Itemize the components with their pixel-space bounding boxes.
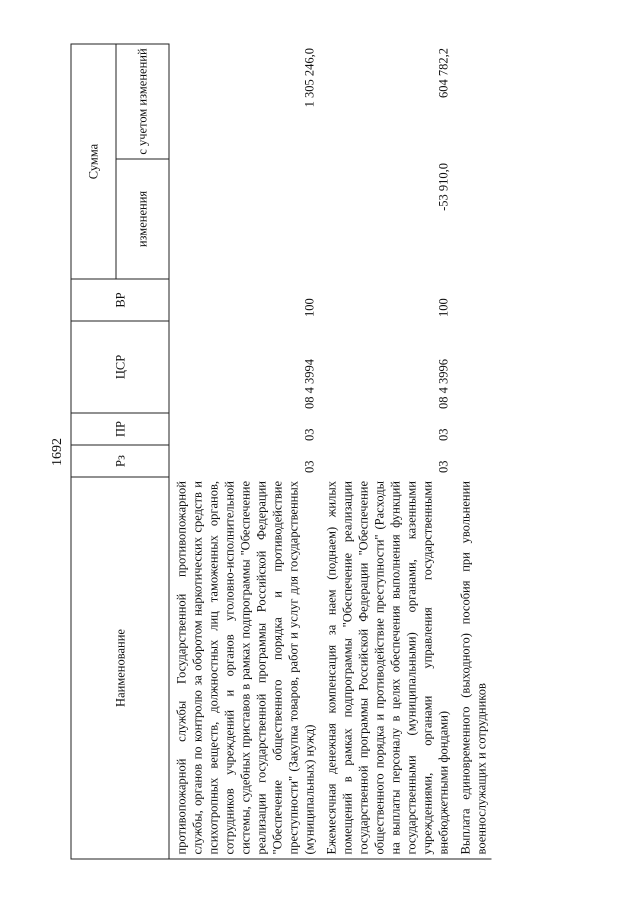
row-pr: [453, 413, 491, 445]
row-total: [453, 44, 491, 159]
row-rz: 03: [302, 460, 316, 473]
header-vr: ВР: [71, 279, 169, 321]
header-sum: Сумма: [71, 44, 116, 279]
header-csr: ЦСР: [71, 321, 169, 413]
row-change: [453, 159, 491, 279]
row-name: Выплата единовременного (выходного) пособия при увольнении военнослужащих и сотрудников: [453, 477, 491, 859]
row-change: [169, 159, 320, 279]
row-vr: 100: [302, 298, 316, 317]
row-total: 604 782,2: [436, 48, 450, 98]
row-rz: 03: [436, 460, 450, 473]
table-row: [169, 44, 320, 859]
header-pr: ПР: [71, 413, 169, 445]
header-with-changes: с учетом изменений: [116, 44, 169, 159]
row-pr: 03: [302, 428, 316, 441]
row-vr: 100: [436, 298, 450, 317]
row-name: Ежемесячная денежная компенсация за наем (поднаем) жилых помещений в рамках подпрограммы "Обеспечение реализации государственной программы Российской Федерации "Обеспечение общественного порядка и противодействие преступности" (Расходы на выплаты персоналу в целях обеспечения выполнения функций государственными (муниципальными) органами, казенными учреждениями, органами управления государственными внебюджетными фондами): [319, 477, 453, 859]
row-change: -53 910,0: [436, 163, 450, 211]
table-row: [453, 44, 491, 859]
header-changes: изменения: [116, 159, 169, 279]
table-body: [169, 44, 492, 859]
row-rz: [453, 445, 491, 477]
row-csr: 08 4 3996: [436, 359, 450, 409]
row-vr: [453, 279, 491, 321]
row-csr: [453, 321, 491, 413]
row-pr: 03: [436, 428, 450, 441]
row-name: противопожарной службы Государственной противопожарной службы, органов по контролю за оборотом наркотических средств и психотропных веществ, должностных лиц таможенных органов, сотрудников учреждений и органов уголовно-исполнительной системы, судебных приставов в рамках подпрограммы "Обеспечение реализации государственной программы Российской Федерации "Обеспечение общественного порядка и противодействие преступности" (Закупка товаров, работ и услуг для государственных (муниципальных) нужд): [169, 477, 320, 859]
table-header: [71, 44, 169, 859]
rotated-page-content: [70, 45, 570, 860]
budget-table: [70, 44, 491, 860]
row-csr: 08 4 3994: [302, 359, 316, 409]
page-number: 1692: [50, 438, 65, 466]
row-total: 1 305 246,0: [302, 48, 316, 108]
header-name: Наименование: [71, 477, 169, 859]
header-rz: Рз: [71, 445, 169, 477]
table-row: [319, 44, 453, 859]
